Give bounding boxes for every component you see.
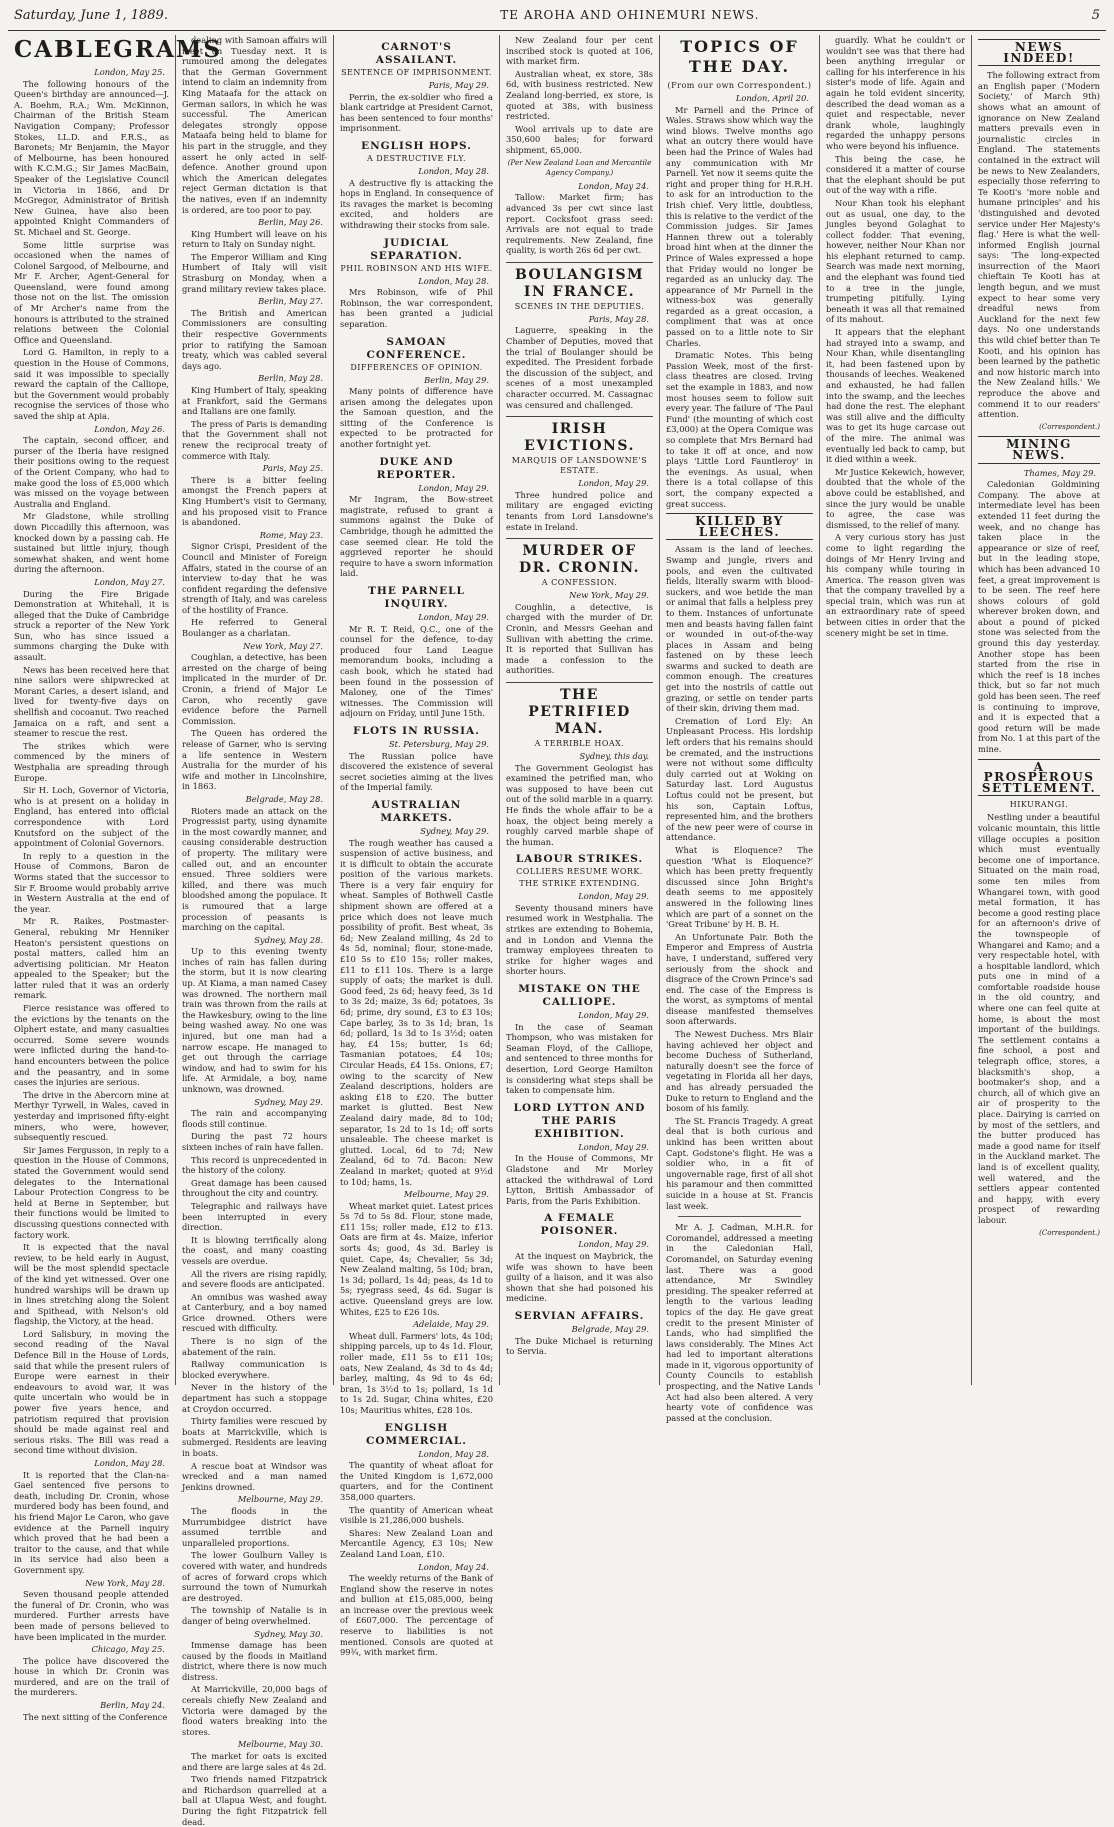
article-title: DUKE AND REPORTER.	[376, 455, 457, 481]
article-title: IRISH EVICTIONS.	[506, 416, 653, 455]
topics-subtitle: (From our own Correspondent.)	[667, 81, 812, 90]
topics-paragraphs	[666, 105, 813, 510]
article-subtitle: THE STRIKE EXTENDING.	[519, 879, 640, 889]
dateline: Sydney, May 28.	[254, 934, 323, 945]
dateline: London, May 28.	[94, 1458, 165, 1468]
article-text: Mr R. T. Reid, Q.C., one of the counsel for the defence, to-day produced four Land League memorandum books, including a cash book, which he stated had been found in the possession of Maloney, one of the Times' witnesses. The Commission will adjourn on Friday, until June 15th.	[340, 623, 493, 719]
article-text: The police have discovered the house in which Dr. Cronin was murdered, and are on the trail of the murderers.	[14, 1655, 169, 1698]
column-7	[972, 35, 1106, 1385]
article-text: The drive in the Abercorn mine at Merthyr Tyrwell, in Wales, caved in yesterday and imprisoned fifty-eight miners, who were, however, subsequently rescued.	[14, 1089, 169, 1143]
article-text: Mrs Robinson, wife of Phil Robinson, the war correspondent, has been granted a judicial separation.	[340, 287, 493, 329]
dateline: London, May 29.	[578, 1239, 649, 1250]
leeches-paragraphs	[666, 544, 813, 1211]
article-text: Thirty families were rescued by boats at Marrickville, which is submerged. Residents are leaving in boats.	[182, 1416, 327, 1458]
dateline: Melbourne, May 29.	[403, 1189, 489, 1200]
column-5	[660, 35, 820, 1423]
article-text: An omnibus was washed away at Canterbury, and a boy named Grice drowned. Others were rescued with difficulty.	[182, 1291, 327, 1334]
dateline: Belgrade, May 28.	[245, 793, 323, 804]
article-text: The St. Francis Tragedy. A great deal that is both curious and unkind has been written about Capt. Godstone's flight. He was a soldier who, in a fit of ungovernable rage, first of all shot his paramour and then committed suicide in a house at St. Francis last week.	[666, 1115, 813, 1211]
article-title: LORD LYTTON AND THE PARIS EXHIBITION.	[513, 1101, 646, 1140]
column-2	[176, 35, 334, 1827]
article-text: Mr R. Raikes, Postmaster-General, rebuking Mr Henniker Heaton's persistent questions on postal matters, called him an advertising politician. Mr Heaton appealed to the Speaker; but the latter ruled that it was an orderly remark.	[14, 916, 169, 1001]
newspaper-title: TE AROHA AND OHINEMURI NEWS.	[500, 8, 760, 22]
article-text: Dramatic Notes. This being Passion Week, most of the first-class theatres are closed. Irving set the example in 1883, and now most houses seem to follow suit every year. The failure of 'The Paul Fund' (the mounting of which cost £3,000) at the Opera Comique was so complete that Mrs Bernard had to take it off at once, and now plays 'Little Lord Fauntleroy' in the evenings. As usual, when there is a total collapse of this sort, the company expected a great success.	[666, 350, 813, 509]
dateline: Paris, May 25.	[262, 463, 323, 474]
article-text: King Humbert of Italy, speaking at Frankfort, said the Germans and Italians are one family.	[182, 385, 327, 417]
dateline: London, May 26.	[94, 423, 165, 434]
article-text: The floods in the Murrumbidgee district have assumed terrible and unparalleled proportions.	[182, 1505, 327, 1548]
topics-heading: TOPICS OF THE DAY.	[680, 37, 799, 76]
article-text: The weekly returns of the Bank of England show the reserve in notes and bullion at £15,085,000, being an increase over the previous week of £607,000. The percentage of reserve to liabilities is not mentioned. Consols are quoted at 99¾, with market firm.	[340, 1573, 493, 1658]
dateline: London, May 28.	[418, 1448, 489, 1459]
article-text: The Newest Duchess. Mrs Blair having achieved her object and become Duchess of Sutherland, naturally doesn't see the force of vegetating in Florida all her days, and has already persuaded the Duke to return to England and the bosom of his family.	[666, 1029, 813, 1114]
dateline: Chicago, May 25.	[91, 1644, 165, 1655]
dateline: London, May 28.	[418, 165, 489, 176]
dateline: Sydney, May 30.	[254, 1628, 323, 1639]
article-text: The Queen has ordered the release of Garner, who is serving a life sentence in Western Australia for the murder of his wife and mother in Lincolnshire, in 1863.	[182, 728, 327, 792]
columns	[8, 35, 1106, 1827]
article-title: THE PETRIFIED MAN.	[506, 682, 653, 738]
article-text: A very curious story has just come to light regarding the doings of Mr Henry Irving and his company while touring in America. The reason given was that the company travelled by a special train, which was run at an extraordinary rate of speed between cities in order that the scenery might be set in time.	[826, 532, 965, 638]
dateline: London, May 29.	[418, 482, 489, 493]
article-text: At Marrickville, 20,000 bags of cereals chiefly New Zealand and Victoria were damaged by the flood waters breaking into the stores.	[182, 1684, 327, 1737]
article-title: MURDER OF DR. CRONIN.	[506, 538, 653, 577]
article-text: Mr Parnell and the Prince of Wales. Straws show which way the wind blows. Twelve months ago what an outcry there would have been had the Prince of Wales had any communication with Mr Parnell. Yet now it seems quite the right and proper thing for H.R.H. to ask for an introduction to the Irish chief. Very little, doubtless, this is relative to the verdict of the Commission judges. Sir James Hannen threw out a tolerably broad hint when at the dinner the Prince of Wales expressed a hope that Friday would no longer be regarded as an unlucky day. The appearance of Mr Parnell in the witness-box was generally regarded as a great occasion, a compliment that was at once passed on to a little note to Sir Charles.	[666, 104, 813, 348]
cablegram-list	[14, 67, 169, 1722]
article-text: Cremation of Lord Ely: An Unpleasant Process. His lordship left orders that his remains should be cremated, and the instructions were not without some difficulty duly carried out at Woking on Saturday last. Lord Augustus Loftus could not be present, but his son, Captain Loftus, represented him, and the brothers of the new peer were of course in attendance.	[666, 715, 813, 843]
article-text: dealing with Samoan affairs will meet on Tuesday next. It is rumoured among the delegates that the German Government intend to claim an indemnity from King Mataafa for the attack on German sailors, in which he was successful. The American delegates strongly oppose Mataafa being held to blame for his part in the struggle, and they assert he only acted in self-defence. Another ground upon which the American delegates reject German dictation is that the natives, even if an indemnity is ordered, are too poor to pay.	[182, 35, 327, 215]
article-title: MISTAKE ON THE CALLIOPE.	[518, 983, 641, 1009]
article-text: The Emperor William and King Humbert of Italy will visit Strasburg on Monday, when a grand military review takes place.	[182, 251, 327, 294]
article-subtitle: HIKURANGI.	[1009, 800, 1069, 810]
article-text: In the case of Seaman Thompson, who was mistaken for Seaman Floyd, of the Calliope, and sentenced to three months for desertion, Lord George Hamilton is considering what steps shall be taken to compensate him.	[506, 1021, 653, 1096]
dateline: London, May 28.	[418, 275, 489, 286]
dateline: London, April 20.	[735, 93, 809, 103]
article-text: The market for oats is excited and there are large sales at 4s 2d.	[182, 1751, 327, 1772]
article-subtitle: A DESTRUCTIVE FLY.	[366, 153, 467, 163]
article-title: CARNOT'S ASSAILANT.	[375, 41, 458, 66]
article-text: The rough weather has caused a suspension of active business, and it is difficult to obtain the accurate position of the various markets. There is a very fair enquiry for wheat. Samples of Bothwell Castle shipment shown are offered at a price which does not leave much possibility of profit. Best wheat, 3s 6d; New Zealand milling, 4s 2d to 4s 5d, nominal; flour, stone-made, £10 5s to £10 15s; roller makes, £11 to £11 10s. There is a large supply of oats; the market is dull. Good feed, 2s 6d; heavy feed, 3s 1d to 3s 2d; maize, 3s 6d; potatoes, 3s 6d; prime, dry sound, £3 to £3 10s; Cape barley, 3s to 3s 1d; bran, 1s 6d; pollard, 1s 3d to 1s 3½d; oaten hay, £4 15s; butter, 1s 6d; Tasmanian potatoes, £4 10s; Circular Heads, £4 15s. Onions, £7; owing to the scarcity of New Zealand descriptions, holders are asking £18 to £20. The butter market is glutted. Best New Zealand dairy made, 8d to 10d; separator, 1s 2d to 1s 1d; off sorts unsaleable. The cheese market is glutted. Local, 6d to 7d; New Zealand, 6d to 7d. Bacon: New Zealand in market; quoted at 9½d to 10d; hams, 1s.	[340, 837, 493, 1187]
signature: (Correspondent.)	[1039, 1228, 1100, 1237]
article-text: It is expected that the naval review, to be held early in August, will be the most splendid spectacle of the kind yet witnessed. Over one hundred warships will be drawn up in lines stretching along the Solent and Spithead, with Nelson's old flagship, the Victory, at the head.	[14, 1242, 169, 1327]
article-text: The next sitting of the Conference	[23, 1711, 168, 1722]
article-text: The lower Goulburn Valley is covered with water, and hundreds of acres of forward crops which surround the town of Numurkah are destroyed.	[182, 1550, 327, 1603]
article-title: FLOTS IN RUSSIA.	[353, 724, 480, 737]
article-text: There is a bitter feeling amongst the French papers at King Humbert's visit to Germany, and his proposed visit to France is abandoned.	[182, 474, 327, 528]
article-text: Caledonian Goldmining Company. The above at intermediate level has been extended 11 feet during the week, and no change has taken place in the appearance or size of reef, but in the leading stope, which has been advanced 10 feet, a great improvement is to be seen. The reef here shows colours of gold wherever broken down, and about a pound of picked stone was selected from the ground this day yesterday. Another stope has been started from the rise in which the reef is 18 inches thick, but so far not much gold has been seen. The reef is continuing to improve, and it is expected that a good return will be made from No. 1 at this part of the mine.	[978, 479, 1100, 754]
article-text: At the inquest on Maybrick, the wife was shown to have been guilty of a liaison, and it was also shown that she had poisoned his medicine.	[506, 1250, 653, 1304]
article-text: The strikes which were commenced by the miners of Westphalia are spreading through Europe.	[14, 740, 169, 783]
article-text: The captain, second officer, and purser of the Iberia have resigned their positions owing to the request of the Orient Company, who had to make good the loss of £5,000 which was missed on the voyage between Australia and England.	[14, 435, 169, 509]
article-text: Nestling under a beautiful volcanic mountain, this little village occupies a position which must eventually become one of importance. Situated on the main road, some ten miles from Whangarei town, with good metal formation, it has become a good resting place for an afternoon's drive of the townspeople of Whangarei and Kamo; and a very respectable hotel, with a hospitable landlord, which puts one in mind of a comfortable roadside house in the old country, and where one can feel quite at home, is about the most important of the buildings. The settlement contains a fine school, a post and telegraph office, stores, a blacksmith's shop, a bootmaker's shop, and a church, all of which give an air of prosperity to the place. Dairying is carried on by most of the settlers, and the butter produced has made a good name for itself in the Auckland market. The land is of excellent quality, well watered, and the settlers appear contented and happy, with every prospect of rewarding labour.	[978, 812, 1100, 1225]
masthead	[8, 8, 1106, 31]
article-title: JUDICIAL SEPARATION.	[370, 236, 463, 262]
article-text: Two friends named Fitzpatrick and Richardson quarrelled at a ball at Ulapua West, and fought. During the fight Fitzpatrick fell dead.	[182, 1774, 327, 1827]
article-text: Telegraphic and railways have been interrupted in every direction.	[182, 1200, 327, 1233]
article-text: The quantity of American wheat visible is 21,286,000 bushels.	[340, 1504, 493, 1526]
dateline: Belgrade, May 29.	[571, 1323, 649, 1334]
dateline: London, May 25.	[94, 67, 165, 77]
dateline: New York, May 29.	[569, 590, 649, 601]
article-subtitle: PHIL ROBINSON AND HIS WIFE.	[340, 263, 493, 273]
article-text: The Duke Michael is returning to Servia.	[506, 1335, 653, 1357]
article-text: There is no sign of the abatement of the rain.	[182, 1336, 327, 1357]
article-subtitle: DIFFERENCES OF OPINION.	[350, 362, 483, 372]
article-title: BOULANGISM IN FRANCE.	[506, 262, 653, 301]
dateline: Berlin, May 29.	[424, 374, 489, 385]
article-text: Coughlin, a detective, is charged with the murder of Dr. Cronin, and Messrs Geehan and Sullivan with abetting the crime. It is reported that Sullivan has made a confession to the authorities.	[506, 601, 653, 676]
article-text: Three hundred police and military are engaged evicting tenants from Lord Lansdowne's estate in Ireland.	[506, 489, 653, 532]
dateline: New York, May 27.	[243, 640, 323, 651]
article-subtitle: SCENES IN THE DEPUTIES.	[514, 301, 645, 311]
article-text: Up to this evening twenty inches of rain has fallen during the storm, but it is now clearing up. At Kiama, a man named Casey was drowned. The northern mail train was thrown from the rails at the Hawkesbury, owing to the line being washed away. No one was injured, but one man had a narrow escape. He managed to get out through the carriage window, and had to swim for his life. At Armidale, a boy, name unknown, was drowned.	[182, 946, 327, 1094]
dateline: New York, May 28.	[85, 1577, 165, 1588]
page-number: 5	[1091, 8, 1100, 23]
column-6	[820, 35, 972, 1385]
column-4	[500, 35, 660, 1385]
market-reports	[340, 826, 493, 1416]
article-text: An Unfortunate Pair. Both the Emperor and Empress of Austria have, I understand, suffered very seriously from the shock and disgrace of the Crown Prince's sad end. The case of the Empress is the worst, as symptoms of mental disease manifested themselves soon afterwards.	[666, 931, 813, 1027]
article-text: Fierce resistance was offered to the evictions by the tenants on the Olphert estate, and many casualties occurred. Some severe wounds were inflicted during the hand-to-hand encounters between the police and the peasantry, and in some cases the injuries are serious.	[14, 1003, 169, 1088]
dateline: London, May 29.	[578, 1010, 649, 1021]
commercial-continued	[506, 35, 653, 156]
commercial-reports	[340, 1449, 493, 1658]
article-text: Nour Khan took his elephant out as usual, one day, to the jungles beyond Golaghat to collect fodder. That evening, however, neither Nour Khan nor his elephant returned to camp. Search was made next morning, and the elephant was found tied to a tree in the jungle, trumpeting pitifully. Lying beneath it was all that remained of its mahout.	[826, 197, 965, 325]
article-title: SERVIAN AFFAIRS.	[514, 1309, 645, 1322]
signature: (Correspondent.)	[1039, 422, 1100, 431]
article-subtitle: MARQUIS OF LANSDOWNE'S ESTATE.	[511, 456, 648, 476]
article-text: Coughlan, a detective, has been arrested on the charge of being implicated in the murder of Dr. Cronin, a friend of Major Le Caron, who recently gave evidence before the Parnell Commission.	[182, 652, 327, 726]
article-title: MINING NEWS.	[978, 436, 1100, 463]
article-text: Australian wheat, ex store, 38s 6d, with business restricted. New Zealand long-berried, ex store, is quoted at 38s, with business restricted.	[506, 68, 653, 122]
dateline: London, May 24.	[418, 1561, 489, 1572]
article-subtitle: SENTENCE OF IMPRISONMENT.	[341, 68, 492, 77]
dateline: St. Petersburg, May 29.	[388, 738, 489, 749]
article-text: In reply to a question in the House of Commons, Baron de Worms stated that the successor to Sir F. Broome would probably arrive in Western Australia at the end of the year.	[14, 850, 169, 914]
article-text: This record is unprecedented in the history of the colony.	[182, 1154, 327, 1176]
column-3	[334, 35, 500, 1658]
article-text: guardly. What he couldn't or wouldn't see was that there had been anything irregular or calling for his interference in his sister's mode of life. Again and again he told evident sincerity, described the dead woman as a quiet and respectable, never drank whole, laughingly regarded the unhappy persons who were beyond his influence.	[826, 35, 965, 151]
article-text: Mr A. J. Cadman, M.H.R. for Coromandel, addressed a meeting in the Caledonian Hall, Coromandel, on Saturday evening last. There was a good attendance, Mr Swindley presiding. The speaker referred at length to the various leading topics of the day. He gave great credit to the present Minister of Lands, who had simplified the laws considerably. The Mines Act had led to important alterations made in it, vigorous opportunity of County Councils to establish prospecting, and the Native Lands Act had also been altered. A very hearty vote of confidence was passed at the conclusion.	[666, 1222, 813, 1423]
article-text: The British and American Commissioners are consulting their respective Governments prior to ratifying the Samoan treaty, which was cabled several days ago.	[182, 307, 327, 371]
article-text: Sir James Fergusson, in reply to a question in the House of Commons, stated the Government would send delegates to the International Labour Protection Congress to be held at Berne in September, but their functions would be limited to discussing questions connected with factory work.	[14, 1144, 169, 1240]
article-text: Wool arrivals up to date are 350,600 bales; for forward shipment, 65,000.	[506, 123, 653, 155]
article-text: What is Eloquence? The question 'What is Eloquence?' which has been pretty frequently discussed since John Bright's death seems to me appositely answered in the following lines which are part of a sonnet on the 'Great Tribune' by H. B. H.	[666, 844, 813, 930]
article-text: Perrin, the ex-soldier who fired a blank cartridge at President Carnot, has been sentenced to four months' imprisonment.	[340, 91, 493, 134]
article-text: Lord Salisbury, in moving the second reading of the Naval Defence Bill in the House of Lords, said that while the present rulers of Europe were earnest in their endeavours to avoid war, it was quite uncertain who would be in power five years hence, and patriotism required that provision should be made against real and serious risks. The Bill was read a second time without division.	[14, 1328, 169, 1456]
article-text: The rain and accompanying floods still continue.	[182, 1108, 327, 1129]
dateline: Berlin, May 24.	[100, 1700, 165, 1711]
column-1	[8, 35, 222, 1722]
article-title: THE PARNELL INQUIRY.	[368, 585, 465, 610]
article-text: Mr Ingram, the Bow-street magistrate, refused to grant a summons against the Duke of Cambridge, though he admitted the case seemed clear. He told the aggrieved reporter he should require to have a sworn information laid.	[340, 494, 493, 579]
article-text: During the past 72 hours sixteen inches of rain have fallen.	[182, 1131, 327, 1152]
article-text: Immense damage has been caused by the floods in Maitland district, where there is now much distress.	[182, 1640, 327, 1682]
article-title: SAMOAN CONFERENCE.	[366, 335, 467, 361]
dateline: London, May 29.	[578, 891, 649, 902]
article-text: Signor Crispi, President of the Council and Minister of Foreign Affairs, stated in the course of an interview to-day that he was confident regarding the defensive strength of Italy, and was careless of the hostility of France.	[182, 541, 327, 615]
article-text: Shares: New Zealand Loan and Mercantile Agency, £3 10s; New Zealand Land Loan, £10.	[340, 1527, 493, 1559]
article-text: A destructive fly is attacking the hops in England. In consequence of its ravages the market is becoming excited, and holders are withdrawing their stocks from sale.	[340, 177, 493, 230]
article-text: Great damage has been caused throughout the city and country.	[182, 1177, 327, 1199]
article-title: NEWS INDEED!	[978, 39, 1100, 66]
article-text: Many points of difference have arisen among the delegates upon the Samoan question, and the sitting of the Conference is expected to be protracted for another fortnight yet.	[340, 386, 493, 450]
column-6-paragraphs	[826, 154, 965, 639]
article-text: Assam is the land of leeches. Swamp and jungle, rivers and pools, and even the cultivated fields, literally swarm with blood-suckers, and woe betide the man or animal that falls a helpless prey to them. Instances of unfortunate men and beasts having fallen faint or wounded in out-of-the-way places in Assam and being fastened on by these leech swarms and sucked to death are common enough. The creatures get into the nostrils of cattle out grazing, or settle on tender parts of their skin, driving them mad.	[666, 544, 813, 714]
article-text: Some little surprise was occasioned when the names of Colonel Sargood, of Melbourne, and Mr F. Archer, Agent-General for Queensland, were found among those not on the list. The omission of Mr Archer's name from the honours is attributed to the strained relations between the Colonial Office and Queensland.	[14, 239, 169, 345]
dateline: London, May 24.	[578, 180, 649, 191]
source-note: (Per New Zealand Loan and Mercantile Agency Company.)	[507, 157, 652, 178]
article-text: The press of Paris is demanding that the Government shall not renew the reciprocal treaty of commerce with Italy.	[182, 418, 327, 461]
article-text: Seven thousand people attended the funeral of Dr. Cronin, who was murdered. Further arrests have been made of persons believed to have been implicated in the murder.	[14, 1589, 169, 1642]
issue-date: Saturday, June 1, 1889.	[14, 8, 168, 23]
dateline: Berlin, May 27.	[258, 296, 323, 307]
article-text: The Russian police have discovered the existence of several secret societies aiming at the lives of the Imperial family.	[340, 750, 493, 793]
article-text: King Humbert will leave on his return to Italy on Sunday night.	[182, 228, 327, 250]
article-text: The quantity of wheat afloat for the United Kingdom is 1,672,000 quarters, and for the Continent 358,000 quarters.	[340, 1460, 493, 1502]
article-text: The following extract from an English paper ('Modern Society,' of March 9th) shows what an amount of ignorance on New Zealand matters prevails even in journalistic circles in England. The statements contained in the extract will be news to New Zealanders, especially those referring to Te Kooti's 'more noble and humane principles' and his 'distinguished and devoted service under Her Majesty's flag.' Here is what the well-informed English journal says: 'The long-expected insurrection of the Maori chieftain Te Kooti has at length begun, and we must expect to hear some very dreadful news from Auckland for the next few days. No one understands this wild chief better than Te Kooti, and his opinion has been learned by the pathetic and now historic march into the New Zealand hills.' We reproduce the above and commend it to our readers' attention.	[978, 70, 1100, 420]
dateline: London, May 29.	[578, 1141, 649, 1152]
article-text: Wheat market quiet. Latest prices 5s 7d to 5s 8d. Flour, stone made, £11 15s; roller made, £12 to £13. Oats are firm at 4s. Maize, inferior sorts 4s; good, 4s 3d. Barley is quiet. Cape, 4s; Chevalier, 5s 3d; New Zealand malting, 5s 10d; bran, 1s 3d; pollard, 1s 4d; peas, 4s 1d to 5s; ryegrass seed, 4s 6d. Sugar is active. Queensland greys are low. Whites, £25 to £26 10s.	[340, 1200, 493, 1317]
article-text: Tallow: Market firm; has advanced 3s per cwt since last report. Cocksfoot grass seed: Arrivals are not equal to trade requirements. New Zealand, fine quality, is worth 26s 6d per cwt.	[506, 192, 653, 256]
cablegrams-heading: CABLEGRAMS	[14, 36, 222, 63]
dateline: London, May 29.	[418, 612, 489, 622]
article-title: AUSTRALIAN MARKETS.	[371, 798, 462, 824]
cablegram-list-continued	[182, 35, 327, 1827]
dateline: Melbourne, May 29.	[237, 1494, 323, 1505]
article-text: In the House of Commons, Mr Gladstone and Mr Morley attacked the withdrawal of Lord Lytton, British Ambassador of Paris, from the Paris Exhibition.	[506, 1153, 653, 1206]
article-text: It is blowing terrifically along the coast, and many coasting vessels are overdue.	[182, 1234, 327, 1266]
article-text: Lord G. Hamilton, in reply to a question in the House of Commons, said it was impossible to specially reward the captain of the Calliope, but the Government would probably recognise the services of those who saved the ship at Apia.	[14, 347, 169, 421]
article-text: Never in the history of the department has such a stoppage at Croydon occurred.	[182, 1382, 327, 1414]
divider	[678, 1216, 801, 1217]
dateline: Thames, May 29.	[1023, 467, 1096, 478]
article-text: This being the case, he considered it a matter of course that the elephant should be put out of the way with a rifle.	[826, 153, 965, 196]
article-title: ENGLISH COMMERCIAL.	[366, 1421, 467, 1447]
article-text: He referred to General Boulanger as a charlatan.	[182, 617, 327, 639]
dateline: Sydney, May 29.	[420, 825, 489, 836]
article-text: Sir H. Loch, Governor of Victoria, who is at present on a holiday in England, has entered into official correspondence with Lord Knutsford on the subject of the appointment of Colonial Governors.	[14, 785, 169, 849]
article-text: New Zealand four per cent inscribed stock is quoted at 106, with market firm.	[506, 35, 653, 67]
article-title: KILLED BY LEECHES.	[666, 513, 813, 540]
dateline: Melbourne, May 30.	[237, 1739, 323, 1750]
article-text: Mr Gladstone, while strolling down Piccadilly this afternoon, was knocked down by a passing cab. He sustained but little injury, though somewhat shaken, and went home during the afternoon.	[14, 511, 169, 575]
dateline: Paris, May 28.	[588, 313, 649, 324]
article-title: A PROSPEROUS SETTLEMENT.	[978, 759, 1100, 797]
dateline: Sydney, May 29.	[254, 1096, 323, 1107]
article-text: Rioters made an attack on the Progressist party, using dynamite in the most cowardly manner, and causing considerable destruction of property. The military were called out, and an encounter ensued. Three soldiers were killed, and there was much bloodshed among the populace. It is rumoured that a large procession of peasants is marching on the capital.	[182, 805, 327, 933]
dateline: London, May 27.	[94, 576, 165, 587]
article-title: ENGLISH HOPS.	[361, 139, 472, 152]
article-text: Seventy thousand miners have resumed work in Westphalia. The strikes are extending to Bohemia, and in London and Vienna the tramway employees threaten to strike for higher wages and shorter hours.	[506, 902, 653, 977]
article-text: A rescue boat at Windsor was wrecked and a man named Jenkins drowned.	[182, 1460, 327, 1492]
article-subtitle: A CONFESSION.	[541, 578, 618, 588]
article-text: The following honours of the Queen's birthday are announced—J. A. Boehm, R.A.; Wm. McKinnon, Chairman of the British Steam Navigation Company; Professor Stokes, LL.D. and F.R.S., as Baronets; Mr Benjamin, the Mayor of Melbourne, has been honoured with K.C.M.G.; Sir James MacBain, Speaker of the Legislative Council in Victoria in 1866, and Dr McGregor, Administrator of British New Guinea, have also been appointed Knight Commanders of St. Michael and St. George.	[14, 78, 169, 237]
article-text: Mr Justice Kekewich, however, doubted that the whole of the above could be established, and since the jury would be unable to agree, the case was dismissed, to the relief of many.	[826, 466, 965, 530]
dateline: Rome, May 23.	[259, 529, 323, 540]
dateline: Adelaide, May 29.	[413, 1319, 489, 1330]
article-text: Laguerre, speaking in the Chamber of Deputies, moved that the trial of Boulanger should be expedited. The President forbade the discussion of the subject, and scenes of a most unexampled character occurred. M. Cassagnac was censured and challenged.	[506, 325, 653, 410]
article-title: LABOUR STRIKES.	[515, 853, 644, 866]
article-text: All the rivers are rising rapidly, and severe floods are anticipated.	[182, 1268, 327, 1290]
dateline: Sydney, this day.	[579, 750, 649, 761]
article-text: It is reported that the Clan-na-Gael sentenced five persons to death, including Dr. Cronin, whose murdered body has been found, and his friend Major Le Caron, who gave evidence at the Parnell inquiry which proved that he had been a traitor to the cause, and that while in its service had also been a Government spy.	[14, 1469, 169, 1575]
dateline: Berlin, May 28.	[258, 373, 323, 384]
article-text: The township of Natalie is in danger of being overwhelmed.	[182, 1605, 327, 1626]
article-text: It appears that the elephant had strayed into a swamp, and Nour Khan, while disentangling it, had been fastened upon by thousands of leeches. Weakened and exhausted, he had fallen into the swamp, and the leeches had done the rest. The elephant was still alive and the difficulty was to get its huge carcase out of the mire. The animal was eventually led back to camp, but it died within a week.	[826, 327, 965, 465]
article-text: Wheat dull. Farmers' lots, 4s 10d; shipping parcels, up to 4s 1d. Flour, roller made, £11 5s to £11 10s; oats, New Zealand, 4s 3d to 4s 4d; barley, malting, 4s 9d to 4s 6d; bran, 1s 3½d to 1s; pollard, 1s 1d to 1s 2d. Sugar, China whites, £20 10s; Mauritius whites, £28 10s.	[340, 1330, 493, 1415]
dateline: Paris, May 29.	[428, 80, 489, 90]
article-text: The Government Geologist has examined the petrified man, who was supposed to have been cut out of the solid marble in a quarry. He finds the whole affair to be a hoax, the object being merely a roughly carved marble shape of the human.	[506, 762, 653, 847]
article-text: During the Fire Brigade Demonstration at Whitehall, it is alleged that the Duke of Cambridge struck a reporter of the New York Sun, who has since issued a summons charging the Duke with assault.	[14, 588, 169, 663]
dateline: Berlin, May 26.	[258, 217, 323, 228]
article-subtitle: A TERRIBLE HOAX.	[534, 738, 625, 748]
article-title: A FEMALE POISONER.	[540, 1212, 619, 1238]
article-text: Railway communication is blocked everywhere.	[182, 1359, 327, 1380]
dateline: London, May 29.	[578, 478, 649, 489]
article-subtitle: COLLIERS RESUME WORK.	[516, 867, 643, 877]
article-text: News has been received here that nine sailors were shipwrecked at Morant Caries, a desert island, and lived for twenty-five days on shellfish and cocoanut. Two reached Jamaica on a raft, and sent a steamer to rescue the rest.	[14, 664, 169, 739]
